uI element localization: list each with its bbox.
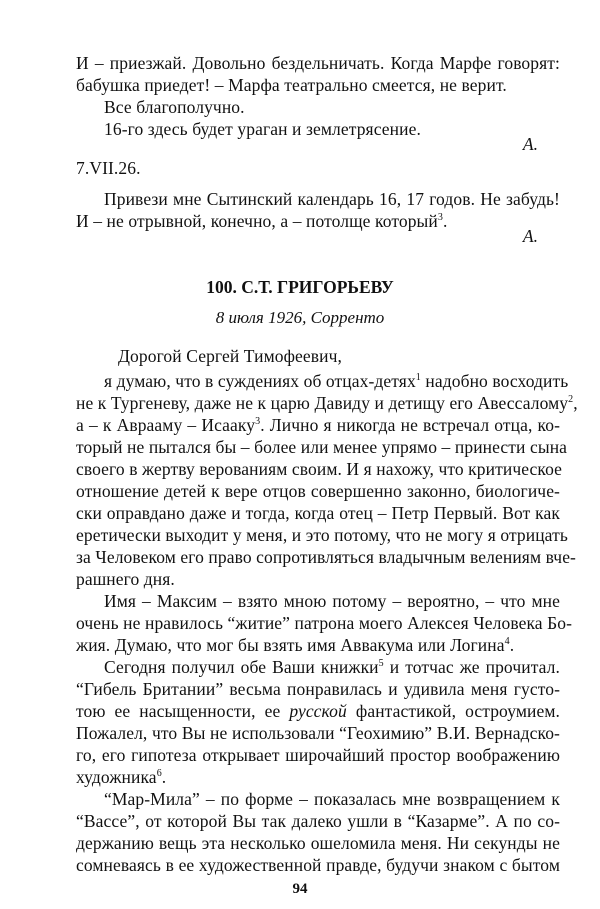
text-line: “Вассе”, от которой Вы так далеко ушли в “Казарме”. А по со- xyxy=(76,811,560,831)
text-line: жия. Думаю, что мог бы взять имя Аввакума или Логина$^4$. xyxy=(76,635,515,655)
footnote-ref: 3 xyxy=(437,212,443,224)
text-line: Сегодня получил обе Ваши книжки$^5$ и тотчас же прочитал. xyxy=(104,657,560,677)
text-line: Пожалел, что Вы не использовали “Геохимию” В.И. Вернадско- xyxy=(76,723,560,743)
text-line: И – не отрывной, конечно, а – потолще который$^3$. xyxy=(76,211,448,231)
text-line: а – к Аврааму – Исааку$^3$. Лично я никогда не встречал отца, ко- xyxy=(76,415,561,435)
text-line: рашнего дня. xyxy=(76,569,175,589)
date-line: 7.VII.26. xyxy=(76,158,141,178)
salutation: Дорогой Сергей Тимофеевич, xyxy=(118,346,342,366)
text-line: за Человеком его право сопротивляться владычным велениям вче- xyxy=(76,547,576,567)
footnote-ref: 3 xyxy=(255,416,261,428)
text-line: го, его гипотеза открывает широчайший простор воображению xyxy=(76,745,560,765)
text-line: ски оправдано даже и тогда, когда отец – Петр Первый. Вот как xyxy=(76,503,560,523)
text-line: Привези мне Сытинский календарь 16, 17 годов. Не забудь! xyxy=(104,189,560,209)
footnote-ref: 1 xyxy=(415,372,421,384)
footnote-ref: 2 xyxy=(568,394,574,406)
text-line: 16-го здесь будет ураган и землетрясение. xyxy=(104,119,421,139)
text-line: своего в жертву верованиям своим. И я нахожу, что критическое xyxy=(76,459,563,479)
text-line: сомневаясь в ее художественной правде, будучи знаком с бытом xyxy=(76,855,560,875)
page-number: 94 xyxy=(292,881,308,897)
text-line: Имя – Максим – взято мною потому – вероятно, – что мне xyxy=(104,591,560,611)
text-line: бабушка приедет! – Марфа театрально смеется, не верит. xyxy=(76,75,507,95)
text-line: я думаю, что в суждениях об отцах-детях$^1$ надобно восходить xyxy=(104,371,569,391)
text-line: художника$^6$. xyxy=(76,767,167,787)
text-line: торый не пытался бы – более или менее упрямо – принести сына xyxy=(76,437,568,457)
footnote-ref: 4 xyxy=(504,636,510,648)
text-line: очень не нравилось “житие” патрона моего Алексея Человека Бо- xyxy=(76,613,573,633)
signature: А. xyxy=(522,226,538,246)
text-line: тою ее насыщенности, ее русской фантастикой, остроумием. xyxy=(76,701,561,721)
text-line: еретически выходит у меня, и это потому, что не могу я отрицать xyxy=(76,525,568,545)
letter-subtitle: 8 июля 1926, Сорренто xyxy=(215,308,385,327)
text-line: “Мар-Мила” – по форме – показалась мне возвращением к xyxy=(104,789,560,809)
letter-title: 100. С.Т. ГРИГОРЬЕВУ xyxy=(206,277,394,297)
footnote-ref: 5 xyxy=(378,658,384,670)
text-line: не к Тургеневу, даже не к царю Давиду и детищу его Авессалому$^2$, xyxy=(76,393,578,413)
text-line: держанию вещь эта несколько ошеломила меня. Ни секунды не xyxy=(76,833,560,853)
signature: А. xyxy=(522,134,538,154)
italic-word: русской xyxy=(289,701,347,721)
text-line: отношение детей к вере отцов совершенно законно, биологиче- xyxy=(76,481,560,501)
footnote-ref: 6 xyxy=(156,768,162,780)
text-line: Все благополучно. xyxy=(104,97,245,117)
text-line: “Гибель Британии” весьма понравилась и удивила меня густо- xyxy=(76,679,560,699)
text-line: И – приезжай. Довольно бездельничать. Когда Марфе говорят: xyxy=(76,53,560,73)
